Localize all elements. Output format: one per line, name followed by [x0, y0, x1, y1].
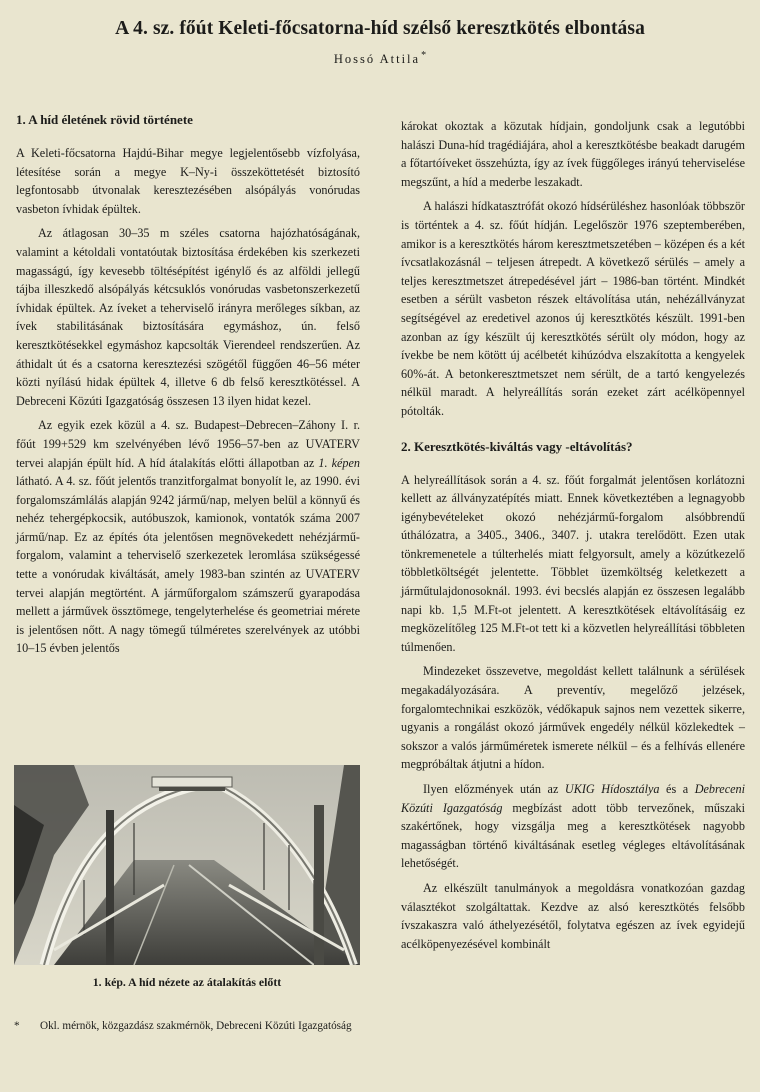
- bridge-photo: [14, 765, 360, 965]
- damage-history-paragraph: A halászi hídkatasztrófát okozó hídsérüléshez hasonlóak többször is történtek a 4. sz. főút hídján. Legelőször 1976 szeptemberében, amikor is a keresztkötés három keresztmetszetében – középen és a két ívcsatlakozásnál – teljesen átrepedt. A következő sérülés – amely a teljes keresztmetszet átrepedésével járt – 1986-ban történt. Mindkét esetben a sérült vasbeton részek eltávolítása után, nehézállványzat segítségével az eredetivel azonos új keresztkötés készült. 1991-ben azonban az így készült új keresztkötés sérült oly módon, hogy az ívekbe be nem kötött új acélbetét kihúzódva elszakította a kengyelek 60%-át. A betonkeresztmetszet nem sérült, de a tartó kengyelezés nélkül maradt. A helyreállítás során ezeket zárt acélköpennyel pótolták.: [401, 199, 745, 418]
- continued-paragraph: károkat okoztak a közutak hídjain, gondoljunk csak a legutóbbi halászi Duna-híd tragédiájára, ahol a keresztkötésbe beakadt darugém a főtartóíveket összehúzta, így az ívek függőleges irányú teherviselése megszűnt, a híd a mederbe leszakadt.: [401, 119, 745, 189]
- footnote-mark: *: [14, 1020, 20, 1032]
- author-line: [0, 50, 760, 67]
- left-column: [16, 112, 360, 658]
- section-1-paragraph-2: Az átlagosan 30–35 m széles csatorna hajózhatóságának, valamint a kétoldali vontatóutak biztosítása érdekében kis szerkezeti magasságú, így kevesebb töltésépítést igénylő és az alföldi jellegű tájba illeszkedő alsópályás kétcsuklós vonórudas vasbetonszerkezetű ívhidak épültek. Az íveket a teherviselő irányra merőleges síkban, az ívek stabilitásának biztosítására egymáshoz, ún. felső keresztkötésekkel egymáshoz kapcsolták Vierendeel rendszerűen. Az áthidalt út és a csatorna keresztezési szögétől függően 46–56 méter közti nyílású hidak épültek 4, illetve 6 db felső keresztkötéssel. A Debreceni Közúti Igazgatóság összesen 13 ilyen hidat kezel.: [16, 226, 360, 408]
- section-1-heading: 1. A híd életének rövid története: [16, 112, 193, 127]
- author-name: Hossó Attila: [333, 52, 421, 67]
- author-footnote-mark: *: [421, 50, 427, 61]
- section-1-paragraph-3: [16, 416, 360, 658]
- footnote: [14, 1020, 514, 1032]
- organization-name-1: UKIG Hídosztálya: [564, 782, 660, 796]
- section-2-heading: 2. Keresztkötés-kiváltás vagy -eltávolítás?: [401, 438, 633, 454]
- paragraph-text-a: Ilyen előzmények után az: [423, 782, 565, 796]
- section-2-paragraph-4: Az elkészült tanulmányok a megoldásra vonatkozóan gazdag választékot szolgáltattak. Kezdve az alsó keresztkötés felsőbb ívszakaszra való áthelyezésétől, folytatva egészen az ívek egyidejű acélköpenyezésével kombinált: [401, 880, 745, 951]
- bridge-photo-illustration: [14, 765, 360, 965]
- figure-reference: 1. képen: [318, 455, 360, 470]
- organization-name-2: Debreceni Közúti Igazgatóság: [401, 782, 745, 815]
- paragraph-text-b: és a: [659, 782, 695, 796]
- paragraph-text-c: megbízást adott több tervezőnek, műszaki szakértőnek, hogy vizsgálja meg a keresztkötések nagyobb magasságban történő kiváltásának esetleg végleges eltávolításának lehetőségét.: [401, 800, 745, 871]
- section-2-paragraph-1: A helyreállítások során a 4. sz. főút forgalmát jelentősen korlátozni kellett az állványzatépítés miatt. Ennek következtében a legnagyobb igénybevételeket okozó nehézjármű-forgalom alsóbbrendű úthálózatra, a 3405., 3406., 3407. j. utakra terelődött. Ezen utak tönkremenetele a túlterhelés miatt felgyorsult, amely a közútkezelő többletköltségét jelentette. Többlet üzemköltség keletkezett a járműtulajdonosoknál. 1993. évi becslés alapján ez összesen legalább napi kb. 1,5 M.Ft-ot jelentett. A keresztkötések eltávolításáig ez megközelítőleg 125 M.Ft-ot tett ki a közvetlen helyreállítási többleten túlmenően.: [401, 472, 745, 654]
- footnote-text: Okl. mérnök, közgazdász szakmérnök, Debreceni Közúti Igazgatóság: [40, 1020, 352, 1032]
- article-title: A 4. sz. főút Keleti-főcsatorna-híd szélső keresztkötés elbontása: [115, 18, 645, 39]
- section-1-paragraph-1: A Keleti-főcsatorna Hajdú-Bihar megye legjelentősebb vízfolyása, létesítése során a megye K–Ny-i összeköttetését biztosító legfontosabb útvonalak keresztezésében alsópályás vonórudas vasbeton ívhidak épültek.: [16, 146, 360, 216]
- right-column: [401, 117, 745, 953]
- paragraph-3-text-a: Az egyik ezek közül a 4. sz. Budapest–Debrecen–Záhony I. r. főút 199+529 km szelvényében lévő 1956–57-ben az UVATERV tervei alapján épült híd. A híd átalakítás előtti állapotban az: [16, 418, 360, 470]
- paragraph-3-text-b: látható. A 4. sz. főút jelentős tranzitforgalmat bonyolít le, az 1990. évi forgalomszámlálás alapján 9242 jármű/nap, melyen belül a könnyű és nehéz tehergépkocsik, autóbuszok, kamionok, vontatók száma 2007 jármű/nap. Ez az építés óta jelentősen megnövekedett nehézjármű-forgalom, valamint a teherviselő szerkezetek leromlása szükségessé tette a vonórudak kiváltását, amely 1983-ban szintén az UVATERV tervei alapján megtörtént. A járműforgalom számszerű gyarapodása mellett a járművek össztömege, tengelyterhelése és geometriai mérete is jelentősen nőtt. A nagy tömegű túlméretes szerelvények az utóbbi 10–15 évben jelentős: [16, 474, 360, 656]
- section-2-paragraph-3: [401, 780, 745, 873]
- figure-caption: 1. kép. A híd nézete az átalakítás előtt: [92, 975, 282, 989]
- section-2-paragraph-2: Mindezeket összevetve, megoldást kellett találnunk a sérülések megakadályozására. A preventív, megelőző jelzések, forgalomtechnikai eszközök, védőkapuk sajnos nem vezettek sikerre, ugyanis a rongálást okozó járművek engedély nélkül közlekedtek – sokszor a valós járműméretek ismerete nélkül – és a felhívás ellenére megpróbáltak átjutni a hídon.: [401, 664, 745, 772]
